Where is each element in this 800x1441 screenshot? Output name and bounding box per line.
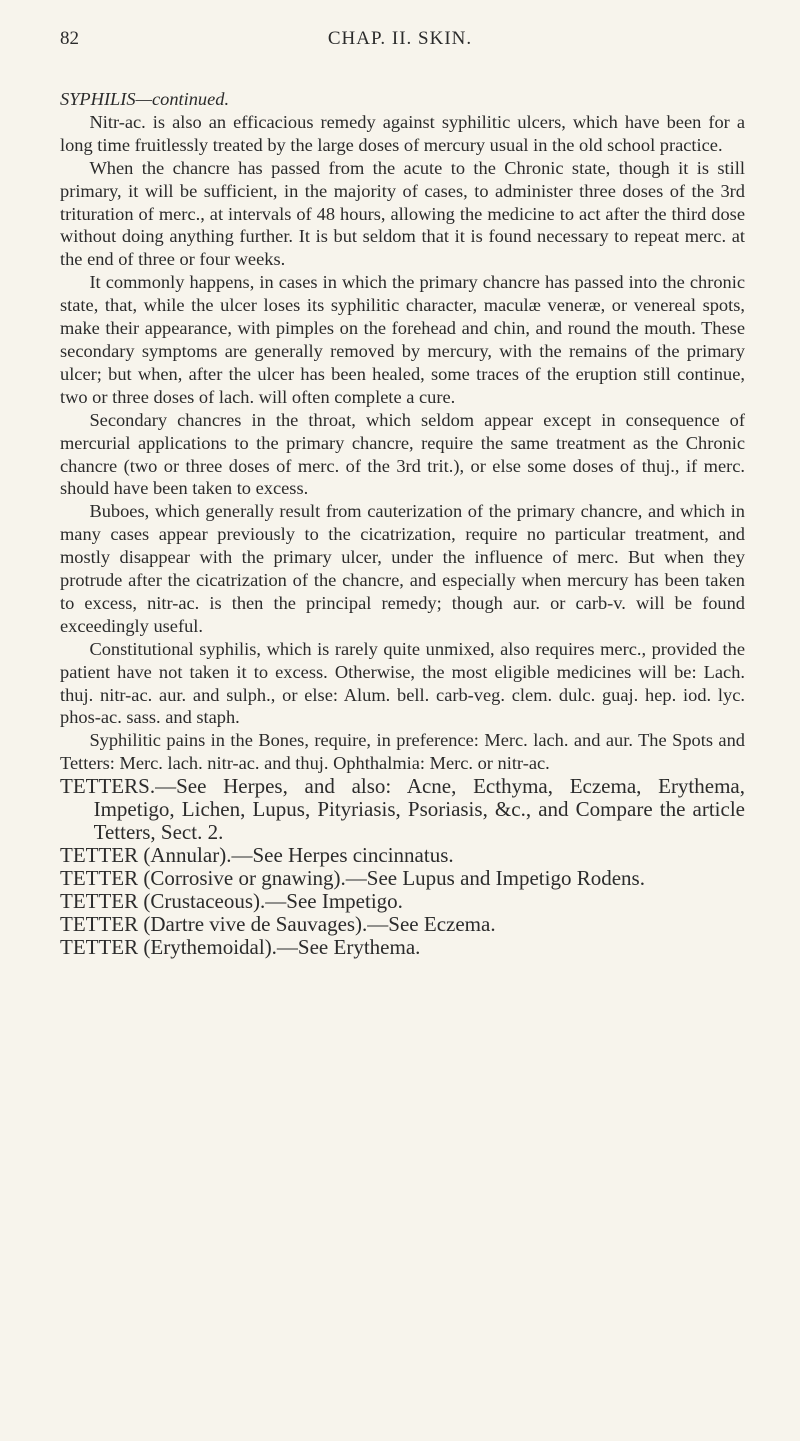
entry-tetter-erythemoidal: TETTER (Erythemoidal).—See Erythema. (60, 934, 421, 959)
entry-tetter-dartre: TETTER (Dartre vive de Sauvages).—See Eczema. (60, 911, 496, 936)
paragraph: It commonly happens, in cases in which the primary chancre has passed into the chronic state, that, while the ulcer loses its syphilitic character, maculæ veneræ, or venereal spots, make their appearance, with pimples on the forehead and chin, and round the mouth. These secondary symptoms are generally removed by mercury, with the remains of the primary ulcer; but when, after the ulcer has been healed, some traces of the eruption still continue, two or three doses of lach. will often complete a cure. (60, 272, 745, 407)
section-title: SYPHILIS—continued. (60, 89, 230, 109)
page-body (60, 88, 745, 958)
page-number: 82 (60, 28, 79, 49)
paragraph: When the chancre has passed from the acute to the Chronic state, though it is still primary, it will be sufficient, in the majority of cases, to administer three doses of the 3rd trituration of merc., at intervals of 48 hours, allowing the medicine to act after the third dose without doing anything further. It is but seldom that it is found necessary to repeat merc. at the end of three or four weeks. (60, 157, 745, 270)
paragraph: Secondary chancres in the throat, which seldom appear except in consequence of mercurial applications to the primary chancre, require the same treatment as the Chronic chancre (two or three doses of merc. of the 3rd trit.), or else some doses of thuj., if merc. should have been taken to excess. (60, 409, 745, 499)
entry-tetter-crustaceous: TETTER (Crustaceous).—See Impetigo. (60, 888, 403, 913)
paragraph: Constitutional syphilis, which is rarely quite unmixed, also requires merc., provided the patient have not taken it to excess. Otherwise, the most eligible medicines will be: Lach. thuj. nitr-ac. aur. and sulph., or else: Alum. bell. carb-veg. clem. dulc. guaj. hep. iod. lyc. phos-ac. sass. and staph. (60, 638, 745, 728)
paragraph: Syphilitic pains in the Bones, require, in preference: Merc. lach. and aur. The Spots and Tetters: Merc. lach. nitr-ac. and thuj. Ophthalmia: Merc. or nitr-ac. (60, 730, 745, 774)
running-title: CHAP. II. SKIN. (327, 28, 473, 49)
entry-tetter-annular: TETTER (Annular).—See Herpes cincinnatus. (60, 842, 454, 867)
entry-tetter-corrosive: TETTER (Corrosive or gnawing).—See Lupus and Impetigo Rodens. (60, 865, 645, 890)
page-header (60, 28, 740, 58)
entry-tetters: TETTERS.—See Herpes, and also: Acne, Ecthyma, Eczema, Erythema, Impetigo, Lichen, Lupus, Pityriasis, Psoriasis, &c., and Compare the article Tetters, Sect. 2. (60, 774, 745, 844)
paragraph: Nitr-ac. is also an efficacious remedy against syphilitic ulcers, which have been for a long time fruitlessly treated by the large doses of mercury usual in the old school practice. (60, 111, 745, 155)
paragraph: Buboes, which generally result from cauterization of the primary chancre, and which in many cases appear previously to the cicatrization, require no particular treatment, and mostly disappear with the primary ulcer, under the influence of merc. But when they protrude after the cicatrization of the chancre, and especially when mercury has been taken to excess, nitr-ac. is then the principal remedy; though aur. or carb-v. will be found exceedingly useful. (60, 501, 745, 636)
